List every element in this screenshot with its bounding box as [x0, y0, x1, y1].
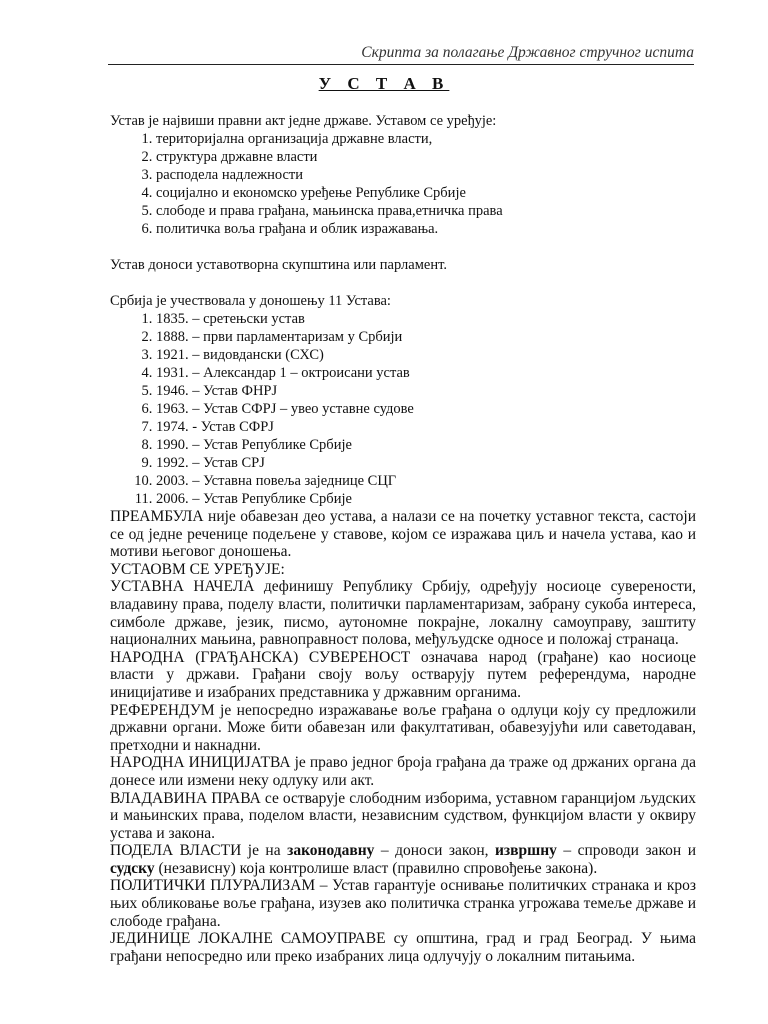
separation-text: (независну) која контролише власт (правилно спровођење закона). — [154, 859, 598, 877]
list-item: 1. територијална организација државне власти, — [156, 130, 696, 148]
initiative-paragraph: НАРОДНА ИНИЦИЈАТВА је право једног броја грађана да траже од држаних органа да донесе или измени неку одлуку или акт. — [110, 754, 696, 789]
list-item: 4. социјално и економско уређење Републике Србије — [156, 184, 696, 202]
adopted-by-text: Устав доноси уставотворна скупштина или парламент. — [110, 257, 447, 273]
list-item: 11. 2006. – Устав Републике Србије — [156, 490, 696, 508]
running-header: Скрипта за полагање Државног стручног испита — [108, 44, 694, 65]
list-item: 3. расподела надлежности — [156, 166, 696, 184]
history-list — [110, 310, 696, 508]
document-body — [110, 112, 696, 965]
list-item: 9. 1992. – Устав СРЈ — [156, 454, 696, 472]
intro-list — [110, 130, 696, 238]
intro-text: Устав је највиши правни акт једне државе. Уставом се уређује: — [110, 113, 497, 129]
separation-text: – доноси закон, — [374, 842, 495, 860]
rule-of-law-paragraph: ВЛАДАВИНА ПРАВА се остварује слободним изборима, уставном гаранцијом људских и мањинских права, поделом власти, независним судством, функцијом власти у оквиру устава и закона. — [110, 789, 696, 842]
list-item: 10. 2003. – Уставна повеља заједнице СЦГ — [156, 472, 696, 490]
preamble-paragraph: ПРЕАМБУЛА није обавезан део устава, а налази се на почетку уставног текста, састоји се од једне реченице подељене у ставове, којом се изражава циљ и начела устава, као и мотиви његовог доношења. — [110, 508, 696, 561]
sovereignty-paragraph: НАРОДНА (ГРАЂАНСКА) СУВЕРЕНОСТ означава народ (грађане) као носиоце власти у држави. Грађани своју вољу остварују путем референдума, народне иницијативе и изабраних представника у државним органима. — [110, 648, 696, 701]
definitions — [110, 508, 696, 965]
list-item: 1. 1835. – сретењски устав — [156, 310, 696, 328]
pluralism-paragraph: ПОЛИТИЧКИ ПЛУРАЛИЗАМ – Устав гарантује оснивање политичких странака и кроз њих обликовање воље грађана, изузев ако политичка странка угрожава темеље државе и слободе грађана. — [110, 877, 696, 930]
list-item: 8. 1990. – Устав Републике Србије — [156, 436, 696, 454]
list-item: 4. 1931. – Александар 1 – октроисани устав — [156, 364, 696, 382]
page-title: У С Т А В — [318, 74, 450, 93]
principles-paragraph: УСТАВНА НАЧЕЛА дефинишу Републику Србију, одређују носиоце суверености, владавину права, поделу власти, политички парламентаризам, забрану сукоба интереса, симболе државе, језик, писмо, аутономне покрајне, локалну самоуправу, заштиту националних мањина, равноправност полова, међуљудске односе и положај странаца. — [110, 578, 696, 649]
history-intro-text: Србија је учествовала у доношењу 11 Устава: — [110, 293, 391, 309]
list-item: 6. политичка воља грађана и облик изражавања. — [156, 220, 696, 238]
list-item: 3. 1921. – видовдански (СХС) — [156, 346, 696, 364]
separation-judicial: судску — [110, 859, 155, 877]
list-item: 2. структура државне власти — [156, 148, 696, 166]
referendum-paragraph: РЕФЕРЕНДУМ је непосредно изражавање воље грађана о одлуци коју су предложили државни органи. Може бити обавезан или факултативан, обавезујући или саветодаван, претходни и накнадни. — [110, 701, 696, 754]
separation-text: ПОДЕЛА ВЛАСТИ је на — [110, 842, 288, 860]
list-item: 5. 1946. – Устав ФНРЈ — [156, 382, 696, 400]
separation-paragraph — [110, 842, 696, 877]
local-government-paragraph: ЈЕДИНИЦЕ ЛОКАЛНЕ САМОУПРАВЕ су општина, град и град Београд. У њима грађани непосредно или преко изабраних лица одлучују о локалним питањима. — [110, 930, 696, 965]
separation-text: – спроводи закон и — [556, 842, 696, 860]
list-item: 7. 1974. - Устав СФРЈ — [156, 418, 696, 436]
list-item: 5. слободе и права грађана, мањинска права,етничка права — [156, 202, 696, 220]
regulates-heading: УСТАОВМ СЕ УРЕЂУЈЕ: — [110, 560, 285, 578]
separation-legislative: законодавну — [287, 842, 375, 860]
list-item: 2. 1888. – први парламентаризам у Србији — [156, 328, 696, 346]
list-item: 6. 1963. – Устав СФРЈ – увео уставне судове — [156, 400, 696, 418]
separation-executive: извршну — [494, 842, 557, 860]
